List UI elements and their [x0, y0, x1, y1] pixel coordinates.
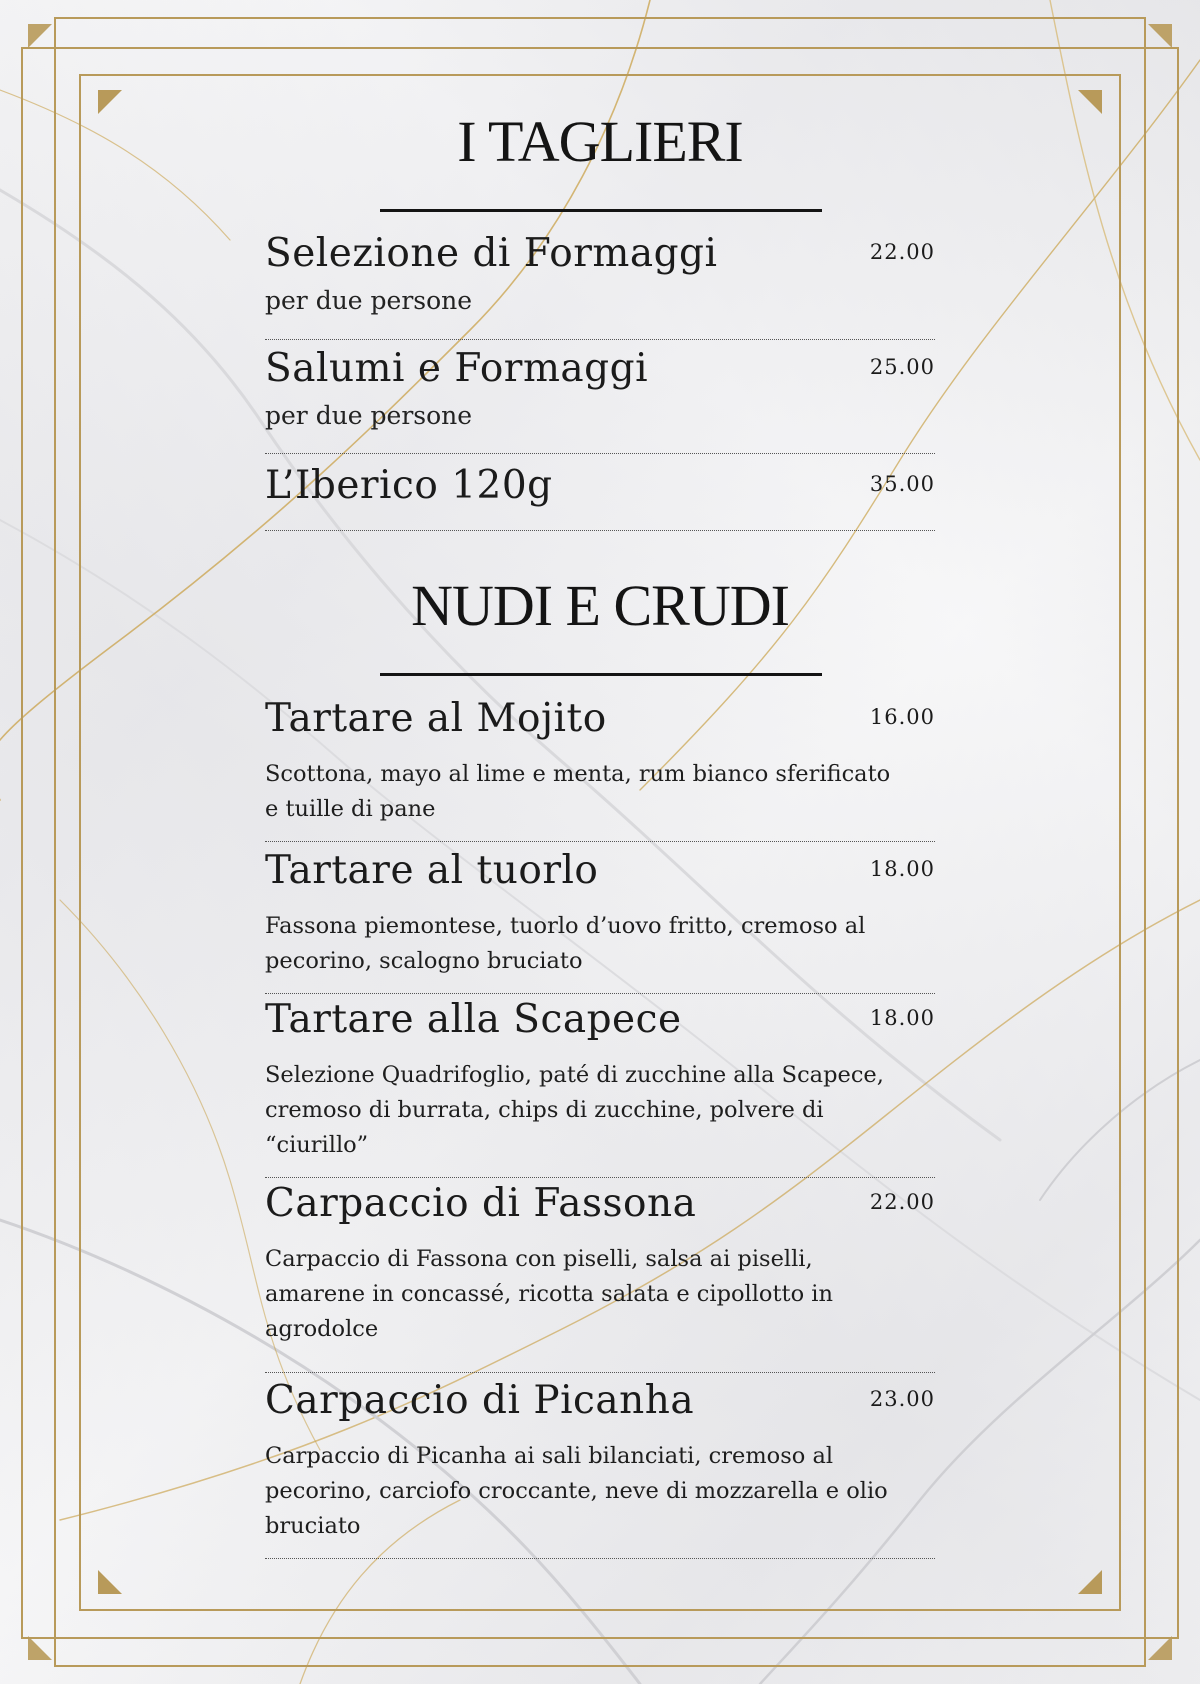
menu-item [265, 695, 935, 827]
item-description: Scottona, mayo al lime e menta, rum bianco sferificato e tuille di pane [265, 761, 891, 822]
item-divider [265, 453, 935, 454]
menu-item [265, 345, 935, 430]
menu-item [265, 462, 935, 510]
menu-item [265, 996, 935, 1163]
item-name: Selezione di Formaggi [265, 231, 718, 276]
item-price: 16.00 [869, 705, 935, 729]
item-description: Fassona piemontese, tuorlo d’uovo fritto, cremoso al pecorino, scalogno bruciato [265, 913, 866, 974]
corner-ornament-top-left [98, 90, 122, 114]
item-price: 22.00 [869, 240, 935, 264]
item-subtitle: per due persone [265, 401, 473, 430]
item-divider [265, 1558, 935, 1559]
corner-ornament-top-right [1078, 90, 1102, 114]
item-price: 18.00 [869, 857, 935, 881]
item-description: Selezione Quadrifoglio, paté di zucchine alla Scapece, cremoso di burrata, chips di zucchine, polvere di “ciurillo” [265, 1062, 884, 1158]
item-divider [265, 1177, 935, 1178]
item-price: 25.00 [869, 355, 935, 379]
item-price: 35.00 [869, 472, 935, 496]
item-description: Carpaccio di Picanha ai sali bilanciati, cremoso al pecorino, carciofo croccante, neve di mozzarella e olio bruciato [265, 1443, 888, 1539]
menu-item [265, 1180, 935, 1347]
item-divider [265, 1372, 935, 1373]
item-name: Carpaccio di Fassona [265, 1181, 697, 1226]
corner-ornament-bottom-right [1078, 1570, 1102, 1594]
item-divider [265, 993, 935, 994]
menu-item [265, 847, 935, 979]
item-name: Tartare al tuorlo [265, 848, 599, 893]
item-description: Carpaccio di Fassona con piselli, salsa ai piselli, amarene in concassé, ricotta salata e cipollotto in agrodolce [265, 1246, 833, 1342]
item-price: 18.00 [869, 1006, 935, 1030]
corner-ornament-outer-top-left [28, 24, 52, 48]
menu-item [265, 230, 935, 315]
item-name: L’Iberico 120g [265, 463, 553, 508]
item-divider [265, 841, 935, 842]
item-name: Tartare al Mojito [265, 696, 607, 741]
title-rule [380, 673, 822, 676]
section-title-nudi-e-crudi: NUDI E CRUDI [411, 573, 789, 638]
item-divider [265, 530, 935, 531]
item-name: Carpaccio di Picanha [265, 1378, 695, 1423]
item-divider [265, 339, 935, 340]
corner-ornament-outer-bottom-right [1148, 1636, 1172, 1660]
item-name: Tartare alla Scapece [265, 997, 682, 1042]
item-price: 22.00 [869, 1190, 935, 1214]
item-price: 23.00 [869, 1387, 935, 1411]
menu-item [265, 1377, 935, 1544]
section-title-taglieri: I TAGLIERI [457, 109, 743, 174]
item-name: Salumi e Formaggi [265, 346, 649, 391]
corner-ornament-outer-top-right [1148, 24, 1172, 48]
corner-ornament-outer-bottom-left [28, 1636, 52, 1660]
item-subtitle: per due persone [265, 286, 473, 315]
title-rule [380, 209, 822, 212]
corner-ornament-bottom-left [98, 1570, 122, 1594]
